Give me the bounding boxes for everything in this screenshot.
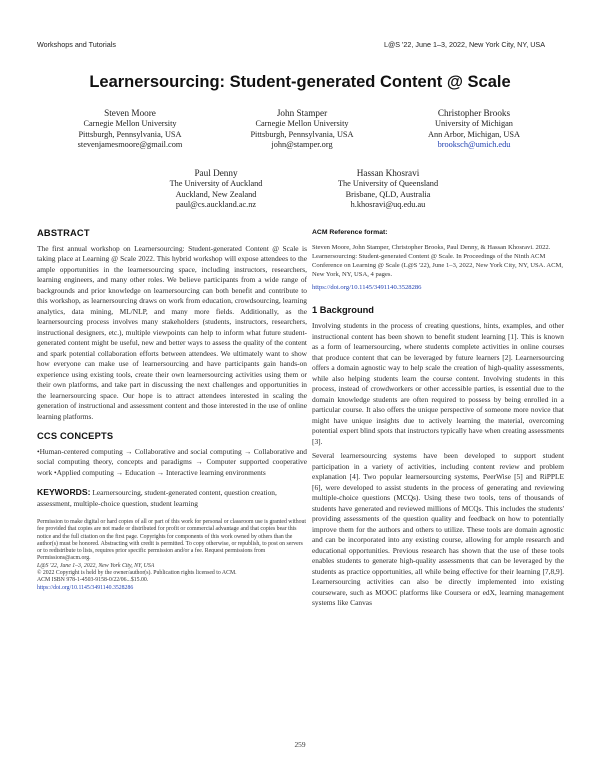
author-block bbox=[308, 167, 468, 211]
page-number: 259 bbox=[294, 740, 306, 749]
author-email[interactable]: h.khosravi@uq.edu.au bbox=[350, 200, 426, 209]
permission-notice bbox=[37, 519, 307, 592]
author-block bbox=[394, 107, 554, 151]
author-email[interactable]: john@stamper.org bbox=[271, 140, 333, 149]
keywords-block bbox=[37, 487, 307, 509]
keywords-label: KEYWORDS: bbox=[37, 487, 91, 497]
keywords-text: Learnersourcing, student-generated content, question creation, assessment, multiple-choice question, student learning bbox=[37, 488, 277, 508]
author-location: Auckland, New Zealand bbox=[175, 189, 257, 199]
reference-format-label: ACM Reference format: bbox=[312, 229, 388, 236]
author-affiliation: The University of Auckland bbox=[169, 179, 263, 188]
reference-doi-link[interactable]: https://doi.org/10.1145/3491140.3528286 bbox=[312, 283, 422, 291]
left-column bbox=[37, 228, 307, 592]
author-block bbox=[50, 107, 210, 151]
running-header-right: L@S '22, June 1–3, 2022, New York City, NY, USA bbox=[383, 40, 545, 49]
author-location: Ann Arbor, Michigan, USA bbox=[427, 129, 521, 139]
author-location: Pittsburgh, Pennsylvania, USA bbox=[250, 129, 354, 139]
author-name: Steven Moore bbox=[104, 108, 156, 118]
author-affiliation: Carnegie Mellon University bbox=[255, 119, 349, 128]
paper-title: Learnersourcing: Student-generated Content @ Scale bbox=[89, 73, 511, 91]
author-affiliation: The University of Queensland bbox=[337, 179, 439, 188]
reference-text: Steven Moore, John Stamper, Christopher Brooks, Paul Denny, & Hassan Khosravi. 2022. Learnersourcing: Student-generated Content @ Scale. In Proceedings of the Ninth ACM Conference on Learning @ Scale (L@S '22), June 1–3, 2022, New York City, NY, USA. ACM, New York, NY, USA, 4 pages. bbox=[312, 243, 564, 278]
author-block bbox=[222, 107, 382, 151]
author-name: John Stamper bbox=[276, 108, 328, 118]
author-email[interactable]: brooksch@umich.edu bbox=[437, 140, 511, 149]
ccs-heading: CCS CONCEPTS bbox=[37, 431, 114, 441]
reference-format bbox=[312, 243, 564, 292]
ccs-text: •Human-centered computing → Collaborative and social computing → Collaborative and social computing theory, concepts and paradigms → Computer supported cooperative work •Applied computing → Education → Interactive learning environments bbox=[37, 446, 307, 477]
author-block bbox=[136, 167, 296, 211]
author-email[interactable]: paul@cs.auckland.ac.nz bbox=[175, 200, 257, 209]
author-location: Pittsburgh, Pennsylvania, USA bbox=[78, 129, 182, 139]
permission-text: Permission to make digital or hard copies of all or part of this work for personal or classroom use is granted without fee provided that copies are not made or distributed for profit or commercial advantage and that copies bear this notice and the full citation on the first page. Copyrights for components of this work owned by others than the author(s) must be honored. Abstracting with credit is permitted. To copy otherwise, or republish, to post on servers or to redistribute to lists, requires prior specific permission and/or a fee. Request permissions from Permissions@acm.org. bbox=[37, 519, 307, 562]
permission-venue: L@S '22, June 1–3, 2022, New York City, NY, USA bbox=[37, 562, 155, 569]
abstract-heading: ABSTRACT bbox=[37, 228, 90, 238]
permission-copyright: © 2022 Copyright is held by the owner/author(s). Publication rights licensed to ACM. bbox=[37, 570, 237, 577]
abstract-text: The first annual workshop on Learnersourcing: Student-generated Content @ Scale is taking place at Learning @ Scale 2022. This hybrid workshop will expose attendees to the ample opportunities in the learnersourcing space, including instructors, researchers, learning engineers, and many other roles. We believe participants from a wide range of backgrounds and prior knowledge on learnersourcing can both benefit and contribute to this workshop, as learnersourcing draws on work from education, crowdsourcing, learning analytics, data mining, ML/NLP, and many more fields. Additionally, as the learnersourcing process involves many stakeholders (students, instructors, researchers, instructional designers, etc.), multiple viewpoints can help to inform what future student-generated content might be useful, new and better ways to assess the quality of the content and spark potential collaboration efforts between attendees. We ultimately want to show how everyone can make use of learnersourcing and have participants gain hands-on experience using existing tools, create their own learnersourcing activities using them or their own platforms, and take part in discussing the next challenges and opportunities in the learnersourcing space. Our hope is to attract attendees interested in scaling the generation of instructional and assessment content and those interested in the use of online learning platforms. bbox=[37, 243, 307, 421]
running-header-left: Workshops and Tutorials bbox=[37, 40, 116, 49]
permission-doi-link[interactable]: https://doi.org/10.1145/3491140.3528286 bbox=[37, 584, 134, 591]
background-paragraph: Several learnersourcing systems have been developed to support student participation in a variety of activities, including content review and problem explanation [4]. Two popular learnersourcing systems, PeerWise [5] and RiPPLE [6], were developed to assist students in the process of generating and reviewing multiple-choice questions (MCQs). Using these two tools, tens of thousands of students have generated and reviewed millions of MCQs. This includes the students' providing assessments of the question quality and feedback on how to potentially improve them for the authors and others to utilize. These tools are domain agnostic and can be incorporated into any existing course, allowing for ample research and educational opportunities. Previous research has shown that the use of these tools enables students to generate high-quality assessments that can be leveraged by the students as practice opportunities, all while being effective for their learning [7,8,9]. Learnersourcing activities can also be directly implemented into existing courseware, such as MOOC platforms like Coursera or edX, learning management systems like Canvas bbox=[312, 451, 564, 607]
author-location: Brisbane, QLD, Australia bbox=[345, 189, 431, 199]
permission-isbn: ACM ISBN 978-1-4503-9158-0/22/06...$15.00. bbox=[37, 577, 149, 584]
author-name: Christopher Brooks bbox=[437, 108, 511, 118]
author-name: Hassan Khosravi bbox=[356, 168, 420, 178]
author-affiliation: University of Michigan bbox=[435, 119, 513, 128]
author-affiliation: Carnegie Mellon University bbox=[83, 119, 177, 128]
author-email[interactable]: stevenjamesmoore@gmail.com bbox=[77, 140, 183, 149]
right-column bbox=[312, 228, 564, 613]
background-paragraph: Involving students in the process of creating questions, hints, examples, and other instructional content has been shown to benefit student learning [1]. This is known as a form of learnersourcing, where students complete activities in online courses that produce content that can be leveraged by future learners [2]. Learnersourcing offers a domain agnostic way to help scale the creation of high-quality assessments, while also helping students learn the course content. Involving students in this process, instead of crowdworkers or other accessible parties, is essential due to the domain knowledge students are often required to possess by being enrolled in a particular course. It also offers the unique perspective of someone more novice that might have unique insights due to actively learning the material, overcoming potential expert blind spots that instructors typically have when creating assessments [3]. bbox=[312, 321, 564, 446]
author-name: Paul Denny bbox=[194, 168, 238, 178]
background-heading: 1 Background bbox=[312, 304, 374, 315]
